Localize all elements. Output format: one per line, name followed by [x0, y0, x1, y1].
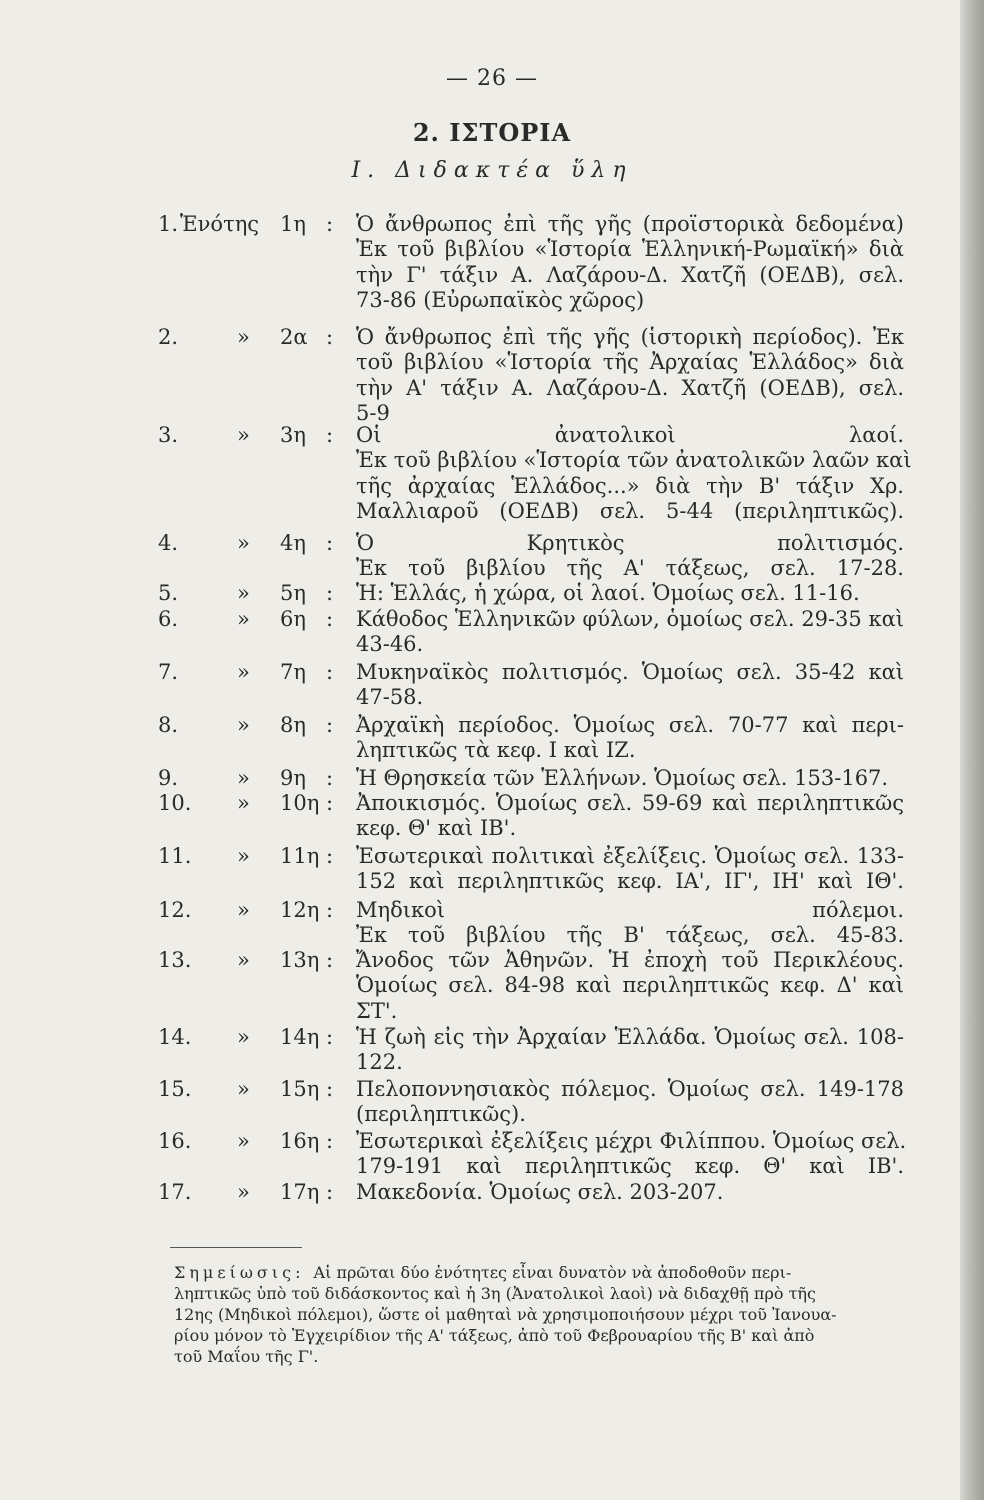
- footnote-line: ρίου μόνον τὸ Ἐγχειρίδιον τῆς Α' τάξεως, ἀπὸ τοῦ Φεβρουαρίου τῆς Β' καὶ ἀπὸ: [174, 1326, 815, 1345]
- unit-colon: :: [326, 1180, 334, 1204]
- page-edge-shadow: [960, 0, 984, 1500]
- unit-text: [356, 766, 904, 791]
- unit-text-line: Μαλλιαροῦ (ΟΕΔΒ) σελ. 5-44 (περιληπτικῶς).: [356, 498, 904, 523]
- unit-number: 5.: [158, 581, 179, 605]
- subsection-title: Ι. Διδακτέα ὕλη: [351, 158, 633, 183]
- unit-text: [356, 844, 904, 895]
- unit-label: 10η: [280, 791, 320, 815]
- unit-label: 2α: [280, 325, 308, 349]
- unit-number: 9.: [158, 766, 179, 790]
- unit-number: 16.: [158, 1129, 192, 1153]
- unit-text-line: 152 καὶ περιληπτικῶς κεφ. ΙΑ', ΙΓ', ΙΗ' καὶ ΙΘ'.: [356, 869, 904, 894]
- unit-text-line: Ἄνοδος τῶν Ἀθηνῶν. Ἡ ἐποχὴ τοῦ Περικλέους.: [356, 948, 904, 972]
- unit-colon: :: [326, 791, 334, 815]
- unit-text-line: Ἡ: Ἑλλάς, ἡ χώρα, οἱ λαοί. Ὁμοίως σελ. 11-16.: [356, 581, 860, 605]
- unit-colon: :: [326, 766, 334, 790]
- unit-text-line: 179-191 καὶ περιληπτικῶς κεφ. Θ' καὶ ΙΒ'.: [356, 1154, 904, 1179]
- unit-text-line: Οἱ ἀνατολικοὶ λαοί.: [356, 423, 904, 447]
- unit-ditto: »: [237, 531, 250, 555]
- unit-text: [356, 325, 904, 426]
- unit-colon: :: [326, 948, 334, 972]
- unit-ditto: »: [237, 607, 250, 631]
- footnote-line: τοῦ Μαΐου τῆς Γ'.: [174, 1347, 319, 1366]
- unit-number: 2.: [158, 325, 179, 349]
- footnote-line: ληπτικῶς ὑπὸ τοῦ διδάσκοντος καὶ ἡ 3η (Ἀνατολικοὶ λαοὶ) νὰ διδαχθῇ πρὸ τῆς: [174, 1284, 816, 1303]
- unit-text: [356, 423, 912, 524]
- unit-text-line: Ἡ ζωὴ εἰς τὴν Ἀρχαίαν Ἑλλάδα. Ὁμοίως σελ. 108-: [356, 1025, 904, 1049]
- unit-text-line: κεφ. Θ' καὶ ΙΒ'.: [356, 816, 517, 841]
- unit-ditto: »: [237, 581, 250, 605]
- unit-ditto: »: [237, 1077, 250, 1101]
- unit-ditto: »: [237, 1129, 250, 1153]
- unit-text: [356, 1180, 904, 1205]
- unit-text: [356, 581, 904, 606]
- unit-label: 17η: [280, 1180, 320, 1204]
- unit-colon: :: [326, 325, 334, 349]
- unit-text: [356, 948, 904, 1024]
- unit-label: 7η: [280, 660, 306, 684]
- unit-colon: :: [326, 660, 334, 684]
- unit-text-line: Ἐκ τοῦ βιβλίου τῆς Α' τάξεως, σελ. 17-28.: [356, 556, 904, 581]
- footnote-line: 12ης (Μηδικοὶ πόλεμοι), ὥστε οἱ μαθηταὶ νὰ χρησιμοποιήσουν μέχρι τοῦ Ἰανουα-: [174, 1305, 837, 1324]
- unit-text-line: Μακεδονία. Ὁμοίως σελ. 203-207.: [356, 1180, 724, 1204]
- unit-colon: :: [326, 607, 334, 631]
- unit-text-line: Ἐκ τοῦ βιβλίου τῆς Β' τάξεως, σελ. 45-83.: [356, 923, 904, 948]
- unit-ditto: »: [237, 1025, 250, 1049]
- unit-number: 4.: [158, 531, 179, 555]
- unit-text-line: Κάθοδος Ἑλληνικῶν φύλων, ὁμοίως σελ. 29-35 καὶ: [356, 607, 904, 631]
- unit-colon: :: [326, 531, 334, 555]
- unit-text-line: 43-46.: [356, 632, 424, 657]
- unit-number: 8.: [158, 713, 179, 737]
- unit-text-line: Ἡ Θρησκεία τῶν Ἑλλήνων. Ὁμοίως σελ. 153-167.: [356, 766, 889, 790]
- unit-label: 3η: [280, 423, 306, 447]
- unit-colon: :: [326, 423, 334, 447]
- unit-text: [356, 1025, 904, 1076]
- unit-text-line: Ὁ ἄνθρωπος ἐπὶ τῆς γῆς (προϊστορικὰ δεδομένα): [356, 212, 904, 236]
- unit-text-line: 73-86 (Εὐρωπαϊκὸς χῶρος): [356, 287, 645, 312]
- unit-ditto: »: [237, 948, 250, 972]
- unit-text: [356, 898, 904, 949]
- unit-label: 12η: [280, 898, 320, 922]
- unit-ditto: »: [237, 660, 250, 684]
- unit-text-line: Ἀρχαϊκὴ περίοδος. Ὁμοίως σελ. 70-77 καὶ περι-: [356, 713, 904, 737]
- unit-colon: :: [326, 581, 334, 605]
- unit-text-line: τοῦ βιβλίου «Ἱστορία τῆς Ἀρχαίας Ἑλλάδος» διὰ: [356, 350, 904, 375]
- unit-text-line: Ὁ ἄνθρωπος ἐπὶ τῆς γῆς (ἱστορικὴ περίοδος). Ἐκ: [356, 325, 904, 349]
- unit-colon: :: [326, 1077, 334, 1101]
- unit-text-line: Ὁμοίως σελ. 84-98 καὶ περιληπτικῶς κεφ. Δ' καὶ: [356, 973, 904, 998]
- unit-text-line: ληπτικῶς τὰ κεφ. Ι καὶ ΙΖ.: [356, 738, 636, 763]
- unit-text-line: Ὁ Κρητικὸς πολιτισμός.: [356, 531, 904, 555]
- unit-label: 14η: [280, 1025, 320, 1049]
- unit-text: [356, 713, 904, 764]
- unit-text-line: τῆς ἀρχαίας Ἑλλάδος...» διὰ τὴν Β' τάξιν Χρ.: [356, 473, 904, 498]
- unit-number: 17.: [158, 1180, 192, 1204]
- unit-text-line: Ἐσωτερικαὶ ἐξελίξεις μέχρι Φιλίππου. Ὁμοίως σελ.: [356, 1129, 907, 1153]
- unit-text-line: ΣΤ'.: [356, 998, 398, 1023]
- footnote: [174, 1262, 902, 1367]
- unit-text-line: τὴν Α' τάξιν Α. Λαζάρου-Δ. Χατζῆ (ΟΕΔΒ), σελ.: [356, 375, 904, 400]
- unit-label: 9η: [280, 766, 306, 790]
- unit-label: 1η: [280, 212, 306, 236]
- unit-number: 6.: [158, 607, 179, 631]
- unit-label: 6η: [280, 607, 306, 631]
- unit-ditto: »: [237, 713, 250, 737]
- unit-number: 14.: [158, 1025, 192, 1049]
- unit-colon: :: [326, 1025, 334, 1049]
- unit-ditto: »: [237, 1180, 250, 1204]
- unit-ditto: Ἑνότης: [180, 212, 260, 236]
- unit-text-line: Ἀποικισμός. Ὁμοίως σελ. 59-69 καὶ περιληπτικῶς: [356, 791, 904, 815]
- unit-colon: :: [326, 212, 334, 236]
- unit-label: 15η: [280, 1077, 320, 1101]
- unit-text: [356, 531, 904, 582]
- footnote-line: [174, 1262, 902, 1283]
- unit-text-line: Ἐκ τοῦ βιβλίου «Ἱστορία τῶν ἀνατολικῶν λαῶν καὶ: [356, 448, 912, 473]
- page-number: — 26 —: [446, 66, 538, 91]
- unit-ditto: »: [237, 844, 250, 868]
- unit-number: 13.: [158, 948, 192, 972]
- unit-label: 8η: [280, 713, 306, 737]
- unit-label: 11η: [280, 844, 320, 868]
- unit-ditto: »: [237, 766, 250, 790]
- unit-number: 1.: [158, 212, 179, 236]
- unit-text-line: Μηδικοὶ πόλεμοι.: [356, 898, 904, 922]
- unit-text: [356, 607, 904, 658]
- unit-label: 4η: [280, 531, 306, 555]
- unit-text-line: Ἐσωτερικαὶ πολιτικαὶ ἐξελίξεις. Ὁμοίως σελ. 133-: [356, 844, 904, 868]
- unit-ditto: »: [237, 325, 250, 349]
- unit-text-line: 122.: [356, 1050, 403, 1075]
- unit-ditto: »: [237, 791, 250, 815]
- footnote-rule: [170, 1247, 302, 1248]
- unit-label: 5η: [280, 581, 306, 605]
- unit-text-line: Πελοποννησιακὸς πόλεμος. Ὁμοίως σελ. 149-178: [356, 1077, 904, 1101]
- unit-text-line: Μυκηναϊκὸς πολιτισμός. Ὁμοίως σελ. 35-42 καὶ: [356, 660, 904, 684]
- unit-ditto: »: [237, 423, 250, 447]
- unit-number: 11.: [158, 844, 192, 868]
- unit-text: [356, 791, 904, 842]
- unit-colon: :: [326, 713, 334, 737]
- unit-text: [356, 212, 904, 313]
- unit-label: 13η: [280, 948, 320, 972]
- unit-text: [356, 1129, 907, 1180]
- unit-number: 7.: [158, 660, 179, 684]
- unit-text-line: (περιληπτικῶς).: [356, 1102, 526, 1127]
- unit-label: 16η: [280, 1129, 320, 1153]
- unit-text-line: 47-58.: [356, 685, 424, 710]
- unit-number: 12.: [158, 898, 192, 922]
- section-title: 2. ΙΣΤΟΡΙΑ: [412, 118, 572, 147]
- unit-ditto: »: [237, 898, 250, 922]
- unit-colon: :: [326, 1129, 334, 1153]
- unit-text-line: Ἐκ τοῦ βιβλίου «Ἱστορία Ἑλληνική-Ρωμαϊκή» διὰ: [356, 237, 904, 262]
- unit-number: 3.: [158, 423, 179, 447]
- unit-colon: :: [326, 844, 334, 868]
- unit-number: 10.: [158, 791, 192, 815]
- footnote-label: Σημείωσις:: [174, 1263, 314, 1282]
- unit-text-line: τὴν Γ' τάξιν Α. Λαζάρου-Δ. Χατζῆ (ΟΕΔΒ), σελ.: [356, 262, 904, 287]
- unit-text-line: 5-9: [356, 400, 390, 425]
- unit-number: 15.: [158, 1077, 192, 1101]
- footnote-text: Αἱ πρῶται δύο ἑνότητες εἶναι δυνατὸν νὰ ἀποδοθοῦν περι-: [313, 1263, 792, 1282]
- unit-colon: :: [326, 898, 334, 922]
- unit-text: [356, 1077, 904, 1128]
- unit-text: [356, 660, 904, 711]
